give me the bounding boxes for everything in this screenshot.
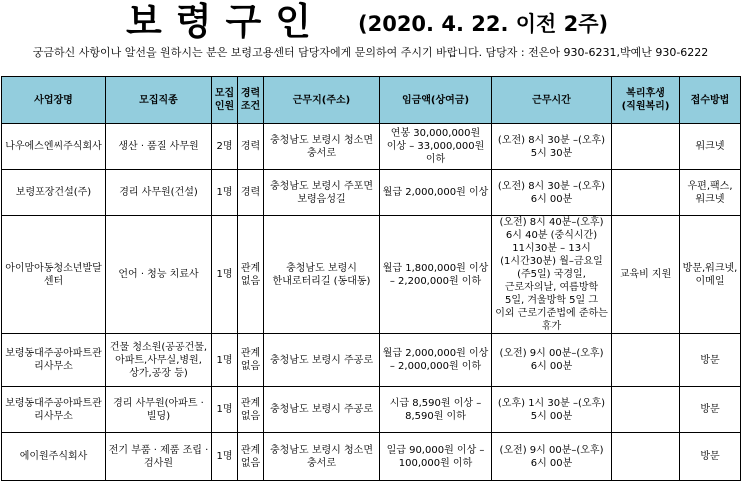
table-row — [2, 433, 741, 481]
cell-company: 아이맘아동청소년발달센터 — [2, 216, 106, 334]
cell-wage: 시급 8,590원 이상 – 8,590원 이하 — [380, 387, 492, 433]
cell-hours: (오후) 1시 30분 –(오후) 5시 00분 — [492, 387, 612, 433]
cell-welfare — [612, 124, 680, 170]
date-range: (2020. 4. 22. 이전 2주) — [358, 12, 609, 36]
cell-location: 충청남도 보령시 주공로 — [264, 334, 380, 387]
table-row — [2, 216, 741, 334]
cell-count: 1명 — [212, 334, 238, 387]
header-job: 모집직종 — [106, 77, 212, 124]
cell-location: 충청남도 보령시 주공로 — [264, 387, 380, 433]
cell-welfare — [612, 334, 680, 387]
cell-method: 우편,팩스,워크넷 — [680, 170, 741, 216]
cell-welfare — [612, 387, 680, 433]
table-header-row — [2, 77, 741, 124]
cell-career: 관계없음 — [238, 334, 264, 387]
table-row — [2, 334, 741, 387]
cell-count: 1명 — [212, 387, 238, 433]
cell-location: 충청남도 보령시 한내로터리길 (동대동) — [264, 216, 380, 334]
cell-count: 1명 — [212, 433, 238, 481]
cell-career: 경력 — [238, 124, 264, 170]
cell-job: 전기 부품 · 제품 조립 · 검사원 — [106, 433, 212, 481]
header-career: 경력조건 — [238, 77, 264, 124]
header-count: 모집인원 — [212, 77, 238, 124]
page-title: 보령구인 — [126, 0, 325, 43]
header-location: 근무지(주소) — [264, 77, 380, 124]
header-welfare: 복리후생(직원복리) — [612, 77, 680, 124]
cell-welfare — [612, 433, 680, 481]
cell-wage: 일급 90,000원 이상 – 100,000원 이하 — [380, 433, 492, 481]
title-row — [0, 0, 741, 44]
cell-method: 방문,워크넷,이메일 — [680, 216, 741, 334]
table-row — [2, 170, 741, 216]
cell-welfare — [612, 170, 680, 216]
cell-location: 충청남도 보령시 주포면 보령음성길 — [264, 170, 380, 216]
cell-method: 방문 — [680, 387, 741, 433]
cell-hours: (오전) 9시 00분–(오후) 6시 00분 — [492, 334, 612, 387]
cell-job: 언어 · 청능 치료사 — [106, 216, 212, 334]
cell-wage: 월급 2,000,000원 이상 — [380, 170, 492, 216]
job-table — [1, 76, 741, 481]
cell-count: 2명 — [212, 124, 238, 170]
cell-count: 1명 — [212, 216, 238, 334]
table-row — [2, 387, 741, 433]
cell-job: 경리 사무원(건설) — [106, 170, 212, 216]
cell-method: 방문 — [680, 334, 741, 387]
cell-welfare: 교육비 지원 — [612, 216, 680, 334]
cell-company: 보령동대주공아파트관리사무소 — [2, 334, 106, 387]
cell-company: 보령동대주공아파트관리사무소 — [2, 387, 106, 433]
header-method: 접수방법 — [680, 77, 741, 124]
cell-hours: (오전) 8시 30분 –(오후) 5시 30분 — [492, 124, 612, 170]
cell-career: 관계없음 — [238, 216, 264, 334]
cell-job: 건물 청소원(공공건물,아파트,사무실,병원,상가,공장 등) — [106, 334, 212, 387]
cell-location: 충청남도 보령시 청소면 충서로 — [264, 433, 380, 481]
contact-notice: 궁금하신 사항이나 알선을 원하시는 분은 보령고용센터 담당자에게 문의하여 주시기 바랍니다. 담당자 : 전은아 930-6231,박예난 930-6222 — [32, 46, 709, 59]
cell-hours: (오전) 8시 40분–(오후) 6시 40분 (중식시간) 11시30분 – 13시(1시간30분) 월–금요일(주5일) 국경일, 근로자의날, 여름방학 5일, 겨울방학 5일 그 이외 근로기준법에 준하는 휴가 — [492, 216, 612, 334]
cell-company: 나우에스엔씨주식회사 — [2, 124, 106, 170]
header-company: 사업장명 — [2, 77, 106, 124]
cell-wage: 월급 1,800,000원 이상 – 2,200,000원 이하 — [380, 216, 492, 334]
cell-wage: 연봉 30,000,000원 이상 – 33,000,000원 이하 — [380, 124, 492, 170]
cell-count: 1명 — [212, 170, 238, 216]
cell-career: 관계없음 — [238, 387, 264, 433]
cell-location: 충청남도 보령시 청소면 충서로 — [264, 124, 380, 170]
cell-hours: (오전) 8시 30분 –(오후) 6시 00분 — [492, 170, 612, 216]
cell-company: 에이원주식회사 — [2, 433, 106, 481]
header-hours: 근무시간 — [492, 77, 612, 124]
cell-company: 보령포장건설(주) — [2, 170, 106, 216]
cell-method: 방문 — [680, 433, 741, 481]
cell-job: 경리 사무원(아파트 · 빌딩) — [106, 387, 212, 433]
cell-job: 생산 · 품질 사무원 — [106, 124, 212, 170]
cell-wage: 월급 2,000,000원 이상 – 2,000,000원 이하 — [380, 334, 492, 387]
cell-method: 워크넷 — [680, 124, 741, 170]
header-wage: 임금액(상여금) — [380, 77, 492, 124]
cell-hours: (오전) 9시 00분–(오후) 6시 00분 — [492, 433, 612, 481]
table-row — [2, 124, 741, 170]
cell-career: 관계없음 — [238, 433, 264, 481]
cell-career: 경력 — [238, 170, 264, 216]
